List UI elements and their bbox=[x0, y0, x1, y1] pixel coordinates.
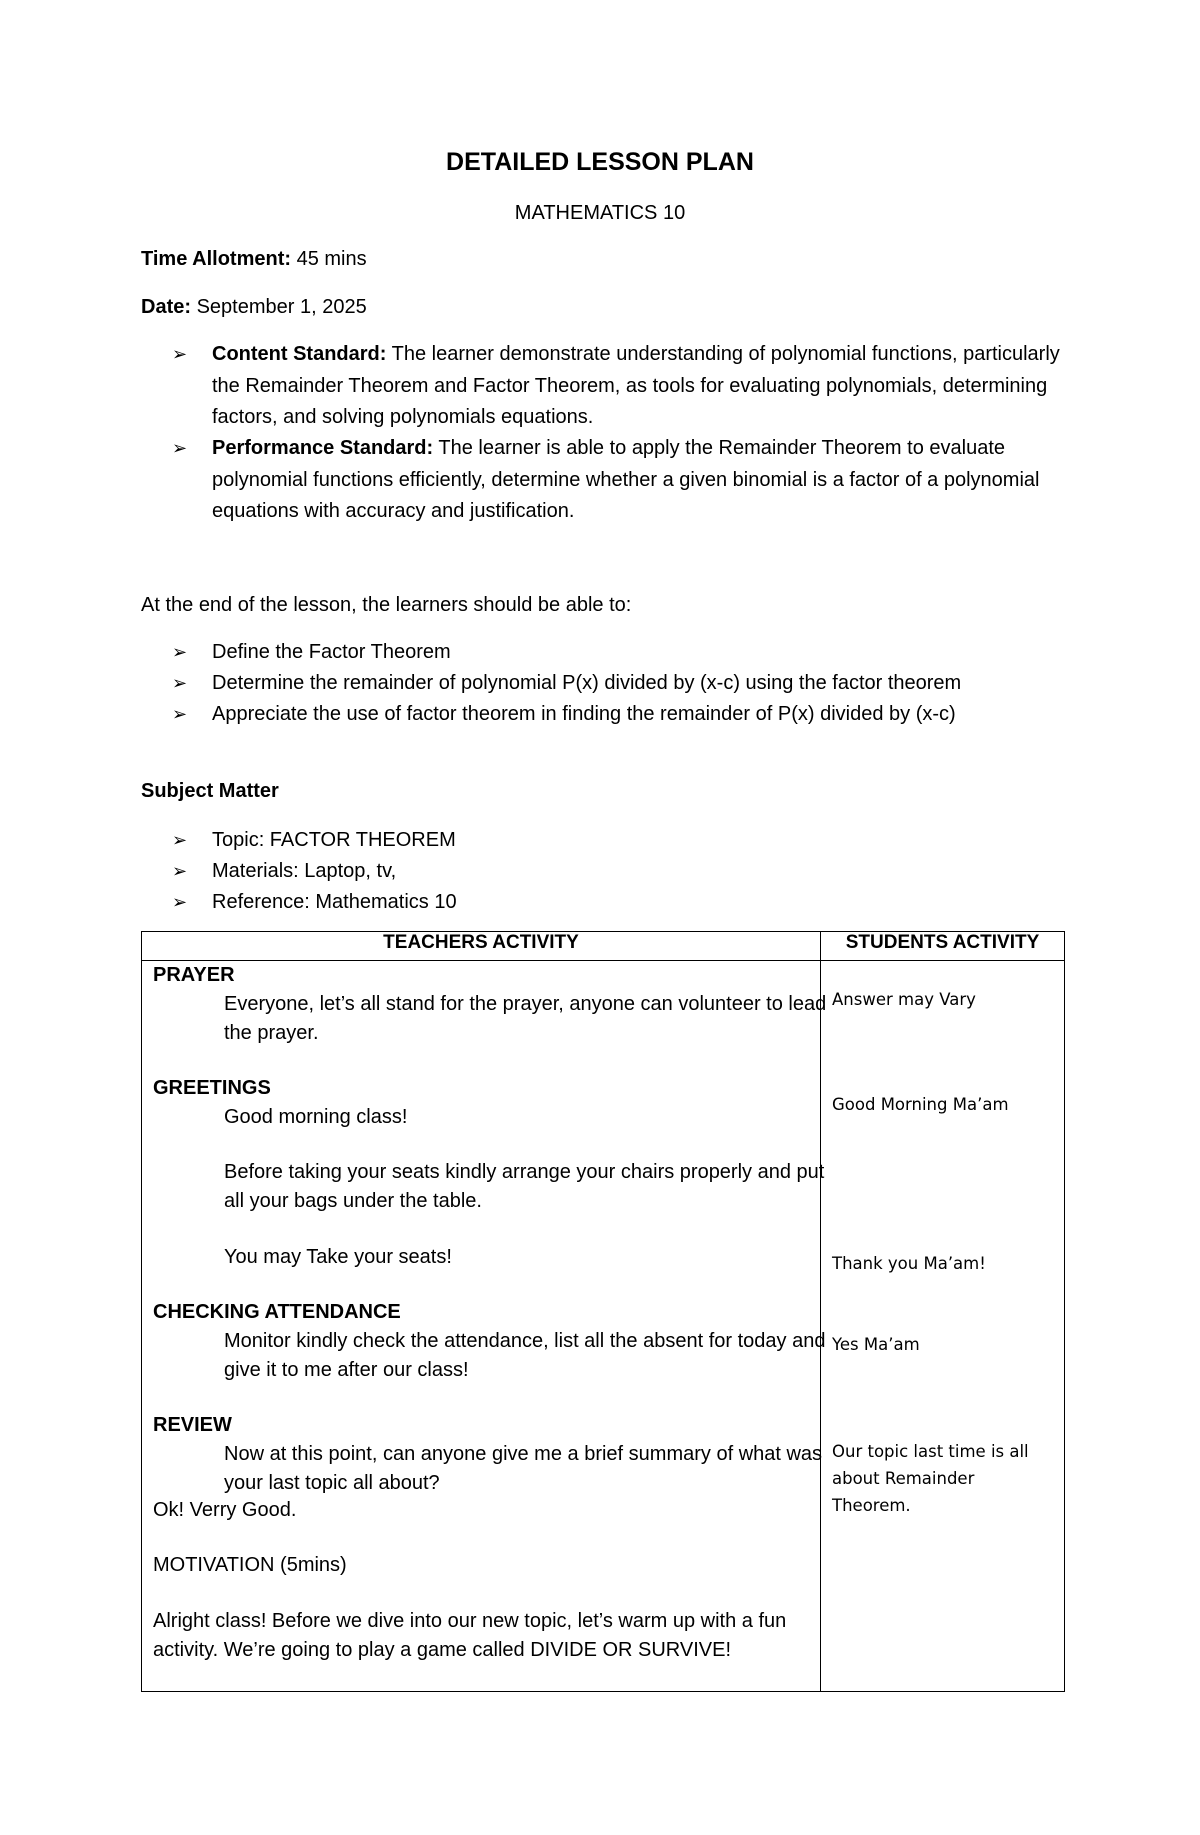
prayer-heading: PRAYER bbox=[153, 964, 235, 986]
greeting-response: Good Morning Ma’am bbox=[832, 1095, 1009, 1114]
subject-matter-item bbox=[172, 825, 1092, 857]
greetings-text: Good morning class! bbox=[224, 1106, 408, 1128]
objective-item bbox=[172, 668, 1092, 700]
prayer-response: Answer may Vary bbox=[832, 990, 976, 1009]
attendance-text: Monitor kindly check the attendance, list all the absent for today and give it to me after our class! bbox=[224, 1330, 826, 1381]
activity-table bbox=[141, 931, 1065, 1692]
time-allotment-label: Time Allotment: bbox=[141, 248, 292, 270]
verry-good-text: Ok! Verry Good. bbox=[153, 1499, 297, 1521]
teachers-activity-header: TEACHERS ACTIVITY bbox=[142, 932, 821, 961]
objective-item bbox=[172, 699, 1012, 731]
subject-matter-text: Topic: FACTOR THEOREM bbox=[212, 829, 456, 851]
arrow-bullet-icon: ➢ bbox=[172, 892, 188, 912]
greetings-heading: GREETINGS bbox=[153, 1077, 271, 1099]
students-activity-header: STUDENTS ACTIVITY bbox=[821, 932, 1065, 961]
take-seats-text: You may Take your seats! bbox=[224, 1246, 452, 1268]
date-label: Date: bbox=[141, 296, 192, 318]
arrow-bullet-icon: ➢ bbox=[172, 861, 188, 881]
attendance-response: Yes Ma’am bbox=[832, 1335, 920, 1354]
arrow-bullet-icon: ➢ bbox=[172, 642, 188, 662]
arrow-bullet-icon: ➢ bbox=[172, 830, 188, 850]
table-row bbox=[142, 961, 1065, 1692]
time-allotment-value: 45 mins bbox=[296, 248, 367, 270]
performance-standard-text: The learner is able to apply the Remainder Theorem to evaluate polynomial functions efficiently, determine whether a given binomial is a factor of a polynomial equations with accuracy and justification. bbox=[212, 437, 1040, 522]
date-line bbox=[141, 296, 367, 319]
subject-matter-heading: Subject Matter bbox=[141, 780, 279, 802]
motivation-text: Alright class! Before we dive into our new topic, let’s warm up with a fun activity. We’re going to play a game called DIVIDE OR SURVIVE! bbox=[153, 1610, 787, 1661]
subject-matter-item bbox=[172, 856, 1092, 888]
teachers-activity-cell bbox=[142, 961, 827, 1692]
objective-text: Define the Factor Theorem bbox=[212, 641, 451, 663]
objective-text: Appreciate the use of factor theorem in finding the remainder of P(x) divided by (x-c) bbox=[212, 703, 956, 725]
students-activity-cell bbox=[821, 961, 1065, 1692]
arrow-bullet-icon: ➢ bbox=[172, 673, 188, 693]
arrange-chairs-text: Before taking your seats kindly arrange your chairs properly and put all your bags under the table. bbox=[224, 1161, 825, 1212]
time-allotment-line bbox=[141, 248, 367, 271]
subject-matter-text: Materials: Laptop, tv, bbox=[212, 860, 397, 882]
subject-matter-text: Reference: Mathematics 10 bbox=[212, 891, 457, 913]
objective-text: Determine the remainder of polynomial P(x) divided by (x-c) using the factor theorem bbox=[212, 672, 962, 694]
document-subtitle: MATHEMATICS 10 bbox=[514, 202, 686, 224]
objective-item bbox=[172, 637, 1092, 669]
attendance-heading: CHECKING ATTENDANCE bbox=[153, 1301, 401, 1323]
date-value: September 1, 2025 bbox=[196, 296, 367, 318]
review-response: Our topic last time is all about Remainder Theorem. bbox=[832, 1442, 1029, 1515]
content-standard-label: Content Standard: bbox=[212, 343, 387, 365]
performance-standard-item bbox=[172, 433, 1092, 528]
objectives-intro: At the end of the lesson, the learners should be able to: bbox=[141, 594, 632, 616]
arrow-bullet-icon: ➢ bbox=[172, 438, 188, 458]
review-text: Now at this point, can anyone give me a brief summary of what was your last topic all about? bbox=[224, 1443, 823, 1494]
performance-standard-label: Performance Standard: bbox=[212, 437, 434, 459]
document-title: DETAILED LESSON PLAN bbox=[446, 148, 754, 176]
arrow-bullet-icon: ➢ bbox=[172, 704, 188, 724]
subject-matter-item bbox=[172, 887, 1092, 919]
content-standard-text: The learner demonstrate understanding of polynomial functions, particularly the Remainder Theorem and Factor Theorem, as tools for evaluating polynomials, determining factors, and solving polynomials equations. bbox=[212, 343, 1060, 428]
content-standard-item bbox=[172, 339, 1092, 434]
prayer-text: Everyone, let’s all stand for the prayer, anyone can volunteer to lead the prayer. bbox=[224, 993, 827, 1044]
review-heading: REVIEW bbox=[153, 1414, 232, 1436]
table-header-row bbox=[142, 932, 1065, 961]
seats-response: Thank you Ma’am! bbox=[832, 1254, 986, 1273]
arrow-bullet-icon: ➢ bbox=[172, 344, 188, 364]
motivation-heading: MOTIVATION (5mins) bbox=[153, 1554, 347, 1576]
